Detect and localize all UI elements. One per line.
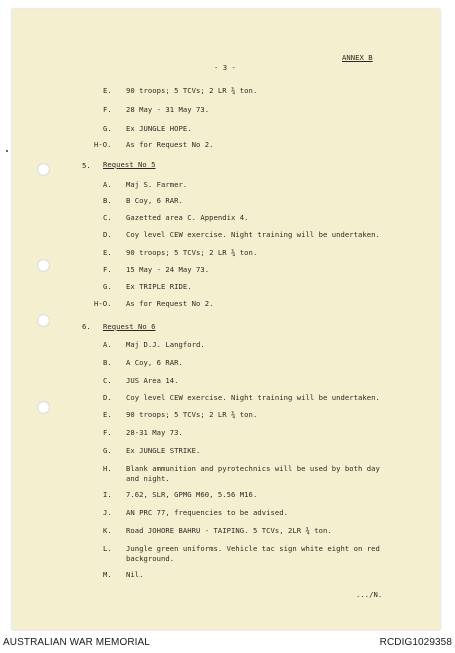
- item-letter: G.: [103, 282, 112, 291]
- item-text: 90 troops; 5 TCVs; 2 LR ¾ ton.: [126, 248, 258, 257]
- item-text: 28 May - 31 May 73.: [126, 105, 210, 114]
- item-text: Ex JUNGLE HOPE.: [126, 124, 192, 133]
- section-number: 6.: [82, 322, 91, 331]
- archive-footer: [0, 631, 455, 653]
- archive-reference: RCDIG1029358: [379, 637, 452, 648]
- item-letter: E.: [103, 86, 112, 95]
- item-text: Maj D.J. Langford.: [126, 340, 205, 349]
- item-letter: A.: [103, 180, 112, 189]
- page-number: - 3 -: [214, 63, 236, 72]
- item-letter: F.: [103, 265, 112, 274]
- annex-label: ANNEX B: [342, 53, 373, 62]
- item-text: JUS Area 14.: [126, 376, 179, 385]
- section-heading: Request No 6: [103, 322, 156, 331]
- item-text: 7.62, SLR, GPMG M60, 5.56 M16.: [126, 490, 258, 499]
- item-letter: K.: [103, 526, 112, 535]
- item-text: Coy level CEW exercise. Night training will be undertaken.: [126, 230, 380, 239]
- archive-name: AUSTRALIAN WAR MEMORIAL: [3, 637, 150, 648]
- item-text: Nil.: [126, 570, 144, 579]
- item-text: Ex JUNGLE STRIKE.: [126, 446, 201, 455]
- item-letter: C.: [103, 213, 112, 222]
- punch-hole: [37, 314, 50, 327]
- punch-hole: [37, 259, 50, 272]
- item-text: 15 May - 24 May 73.: [126, 265, 210, 274]
- item-letter: D.: [103, 230, 112, 239]
- item-text: As for Request No 2.: [126, 299, 214, 308]
- item-text: A Coy, 6 RAR.: [126, 358, 183, 367]
- item-letter: I.: [103, 490, 112, 499]
- item-letter: G.: [103, 124, 112, 133]
- item-letter: D.: [103, 393, 112, 402]
- item-letter: L.: [103, 544, 112, 553]
- section-heading: Request No 5: [103, 160, 156, 169]
- margin-mark: [6, 150, 8, 152]
- item-text: Maj S. Farmer.: [126, 180, 188, 189]
- section-number: 5.: [82, 161, 91, 170]
- punch-hole: [37, 401, 50, 414]
- item-text: AN PRC 77, frequencies to be advised.: [126, 508, 288, 517]
- item-text-continued: and night.: [126, 474, 170, 483]
- item-text: 90 troops; 5 TCVs; 2 LR ¾ ton.: [126, 410, 258, 419]
- item-letter: E.: [103, 248, 112, 257]
- item-text: Jungle green uniforms. Vehicle tac sign white eight on red: [126, 544, 380, 553]
- item-text: As for Request No 2.: [126, 140, 214, 149]
- item-text: Blank ammunition and pyrotechnics will be used by both day: [126, 464, 380, 473]
- item-letter: E.: [103, 410, 112, 419]
- item-letter: F.: [103, 105, 112, 114]
- item-letter: H-O.: [94, 140, 112, 149]
- item-letter: J.: [103, 508, 112, 517]
- item-letter: H.: [103, 464, 112, 473]
- item-letter: G.: [103, 446, 112, 455]
- item-letter: M.: [103, 570, 112, 579]
- item-text-continued: background.: [126, 554, 175, 563]
- document-page: [12, 9, 440, 630]
- item-letter: F.: [103, 428, 112, 437]
- item-letter: B.: [103, 358, 112, 367]
- item-text: 90 troops; 5 TCVs; 2 LR ¾ ton.: [126, 86, 258, 95]
- item-text: 28-31 May 73.: [126, 428, 183, 437]
- punch-hole: [37, 163, 50, 176]
- item-text: Coy level CEW exercise. Night training will be undertaken.: [126, 393, 380, 402]
- item-text: Gazetted area C. Appendix 4.: [126, 213, 249, 222]
- item-text: Ex TRIPLE RIDE.: [126, 282, 192, 291]
- item-letter: C.: [103, 376, 112, 385]
- continuation-marker: .../N.: [356, 590, 383, 599]
- item-letter: H-O.: [94, 299, 112, 308]
- item-text: Road JOHORE BAHRU - TAIPING. 5 TCVs, 2LR ¾ ton.: [126, 526, 332, 535]
- item-text: B Coy, 6 RAR.: [126, 196, 183, 205]
- item-letter: A.: [103, 340, 112, 349]
- item-letter: B.: [103, 196, 112, 205]
